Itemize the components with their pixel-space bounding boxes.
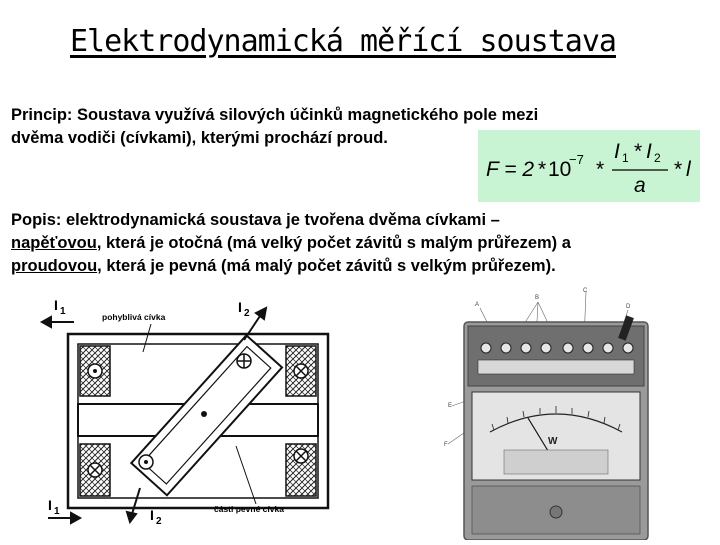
cross-symbol-top-right (294, 364, 308, 378)
label-I1-top: I (54, 297, 58, 313)
electrodynamic-system-diagram (38, 296, 338, 540)
meter-unit: W (548, 436, 558, 447)
pivot-point (201, 411, 207, 417)
callout-B: B (535, 295, 540, 301)
formula-ten: 10 (548, 158, 572, 181)
label-I1-bottom: I (48, 497, 52, 513)
formula-star-1: * (538, 158, 547, 181)
formula-lhs: F = 2 (486, 158, 535, 181)
arrow-I1-bottom (48, 513, 80, 523)
voltage-coil-term: napěťovou (11, 234, 97, 252)
formula-I1-sub: 1 (622, 151, 629, 165)
formula-denominator: a (634, 174, 646, 197)
moving-coil-dot-symbol (139, 455, 153, 469)
label-I1-top-sub: 1 (60, 306, 66, 317)
description-line-3 (11, 255, 556, 278)
moving-coil-label: pohyblivá cívka (102, 312, 166, 322)
label-I2-bottom-sub: 2 (156, 516, 162, 527)
callout-C: C (583, 288, 588, 294)
force-formula (478, 130, 700, 202)
wattmeter-photo (444, 286, 656, 540)
callout-F: F (444, 442, 448, 448)
formula-I2: I (646, 140, 652, 163)
formula-I2-sub: 2 (654, 151, 661, 165)
description-line-2 (11, 232, 571, 255)
zero-adjust-screw (550, 506, 562, 518)
label-I2-bottom: I (150, 507, 154, 523)
formula-star-2: * (596, 158, 605, 181)
cross-symbol-bottom-right (294, 449, 308, 463)
label-I2-top: I (238, 299, 242, 315)
callout-D: D (626, 304, 631, 310)
callout-A: A (475, 302, 480, 308)
principle-line-2: dvěma vodiči (cívkami), kterými prochází proud. (11, 129, 388, 147)
cross-symbol-bottom-left (88, 463, 102, 477)
principle-line-1: Princip: Soustava využívá silových účinků magnetického pole mezi (11, 106, 539, 124)
arrow-I1-top (42, 317, 74, 327)
moving-coil-plus-symbol (237, 354, 251, 368)
page-title: Elektrodynamická měřící soustava (70, 24, 616, 59)
description-line-3-rest: , která je pevná (má malý počet závitů s velkým průřezem). (97, 257, 556, 275)
label-I1-bottom-sub: 1 (54, 506, 60, 517)
formula-l: l (686, 158, 691, 181)
current-coil-term: proudovou (11, 257, 98, 275)
formula-star-4: * (674, 158, 683, 181)
dot-symbol-top-left (88, 364, 102, 378)
description-line-2-rest: , která je otočná (má velký počet závitů s malým průřezem) a (96, 234, 571, 252)
fixed-coil-label: části pevné cívka (214, 504, 284, 514)
description-line-1: Popis: elektrodynamická soustava je tvořena dvěma cívkami – (11, 211, 500, 229)
formula-box (478, 130, 700, 202)
formula-I1: I (614, 140, 620, 163)
formula-exponent: −7 (569, 152, 584, 167)
formula-star-3: * (634, 140, 643, 163)
label-I2-top-sub: 2 (244, 308, 250, 319)
terminal-panel (468, 326, 644, 386)
callout-E: E (448, 403, 453, 409)
